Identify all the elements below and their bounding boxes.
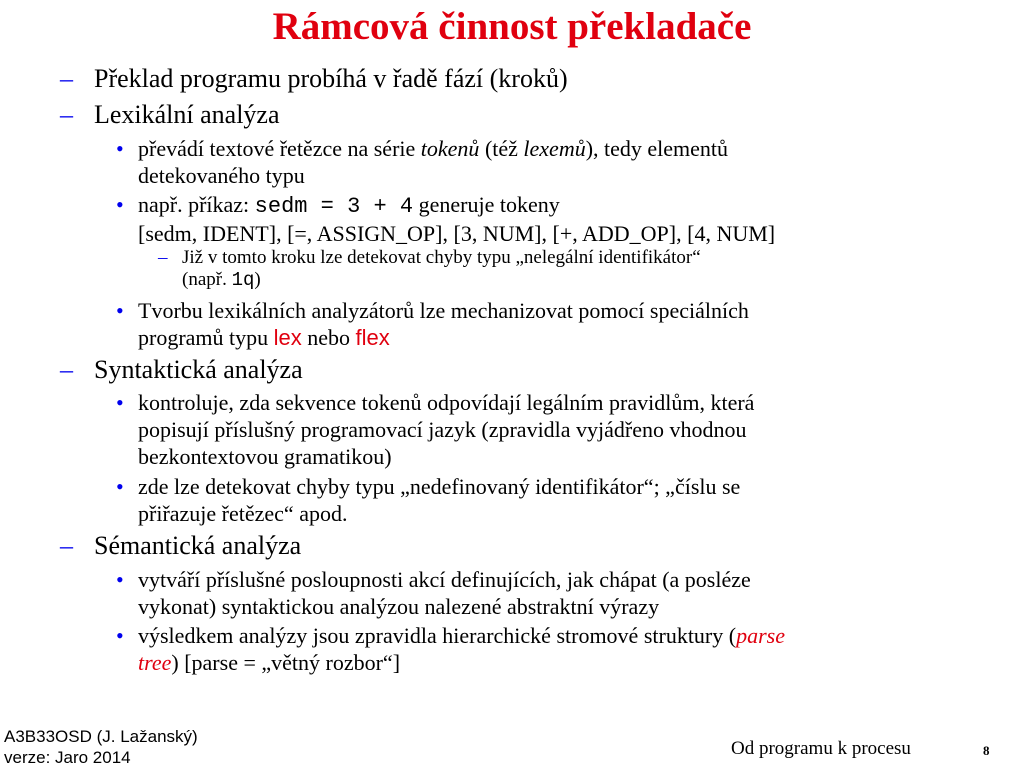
subitem-text: kontroluje, zda sekvence tokenů odpovídají legálním pravidlům, která popisují příslušný programovací jazyk (zpravidla vyjádřeno vhodnou bezkontextovou gramatikou) — [138, 390, 755, 469]
flex-keyword: flex — [355, 325, 390, 350]
subitem-text: převádí textové řetězce na série tokenů (též lexemů), tedy elementů detekovaného typu — [138, 136, 729, 188]
dash-marker: – — [158, 247, 168, 268]
subitem-text: výsledkem analýzy jsou zpravidla hierarchické stromové struktury (parse tree) [parse = „větný rozbor“] — [138, 623, 785, 675]
code-sample: sedm = 3 + 4 — [254, 194, 414, 219]
footer-version: verze: Jaro 2014 — [4, 748, 131, 767]
page-number: 8 — [983, 743, 990, 758]
bullet-marker: • — [116, 623, 124, 648]
dash-marker: – — [60, 355, 73, 384]
item-text: Syntaktická analýza — [94, 355, 303, 384]
bullet-marker: • — [116, 390, 124, 415]
bullet-marker: • — [116, 136, 124, 161]
bullet-marker: • — [116, 474, 124, 499]
subitem-text: např. příkaz: sedm = 3 + 4 generuje tokeny [sedm, IDENT], [=, ASSIGN_OP], [3, NUM], [+, ADD_OP], [4, NUM] — [138, 192, 776, 246]
subitem-text: Tvorbu lexikálních analyzátorů lze mechanizovat pomocí speciálních programů typu lex nebo flex — [138, 298, 749, 350]
item-text: Sémantická analýza — [94, 531, 302, 560]
item-text: Překlad programu probíhá v řadě fází (kroků) — [94, 64, 568, 93]
footer-author: A3B33OSD (J. Lažanský) — [4, 727, 198, 746]
dash-marker: – — [60, 100, 73, 129]
bullet-marker: • — [116, 567, 124, 592]
item-text: Lexikální analýza — [94, 100, 280, 129]
footer-left — [4, 726, 198, 768]
bullet-marker: • — [116, 192, 124, 217]
subitem-text: vytváří příslušné posloupnosti akcí definujících, jak chápat (a posléze vykonat) syntaktickou analýzou nalezené abstraktní výrazy — [138, 567, 751, 619]
dash-marker: – — [60, 531, 73, 560]
slide-title: Rámcová činnost překladače — [272, 5, 752, 48]
bullet-marker: • — [116, 298, 124, 323]
subitem-text: zde lze detekovat chyby typu „nedefinovaný identifikátor“; „číslu se přiřazuje řetězec“ apod. — [138, 474, 741, 526]
footer-course: Od programu k procesu — [731, 738, 911, 759]
dash-marker: – — [60, 64, 73, 93]
lex-keyword: lex — [273, 325, 302, 350]
subsubitem-text: Již v tomto kroku lze detekovat chyby typu „nelegální identifikátor“ (např. 1q) — [182, 247, 701, 291]
